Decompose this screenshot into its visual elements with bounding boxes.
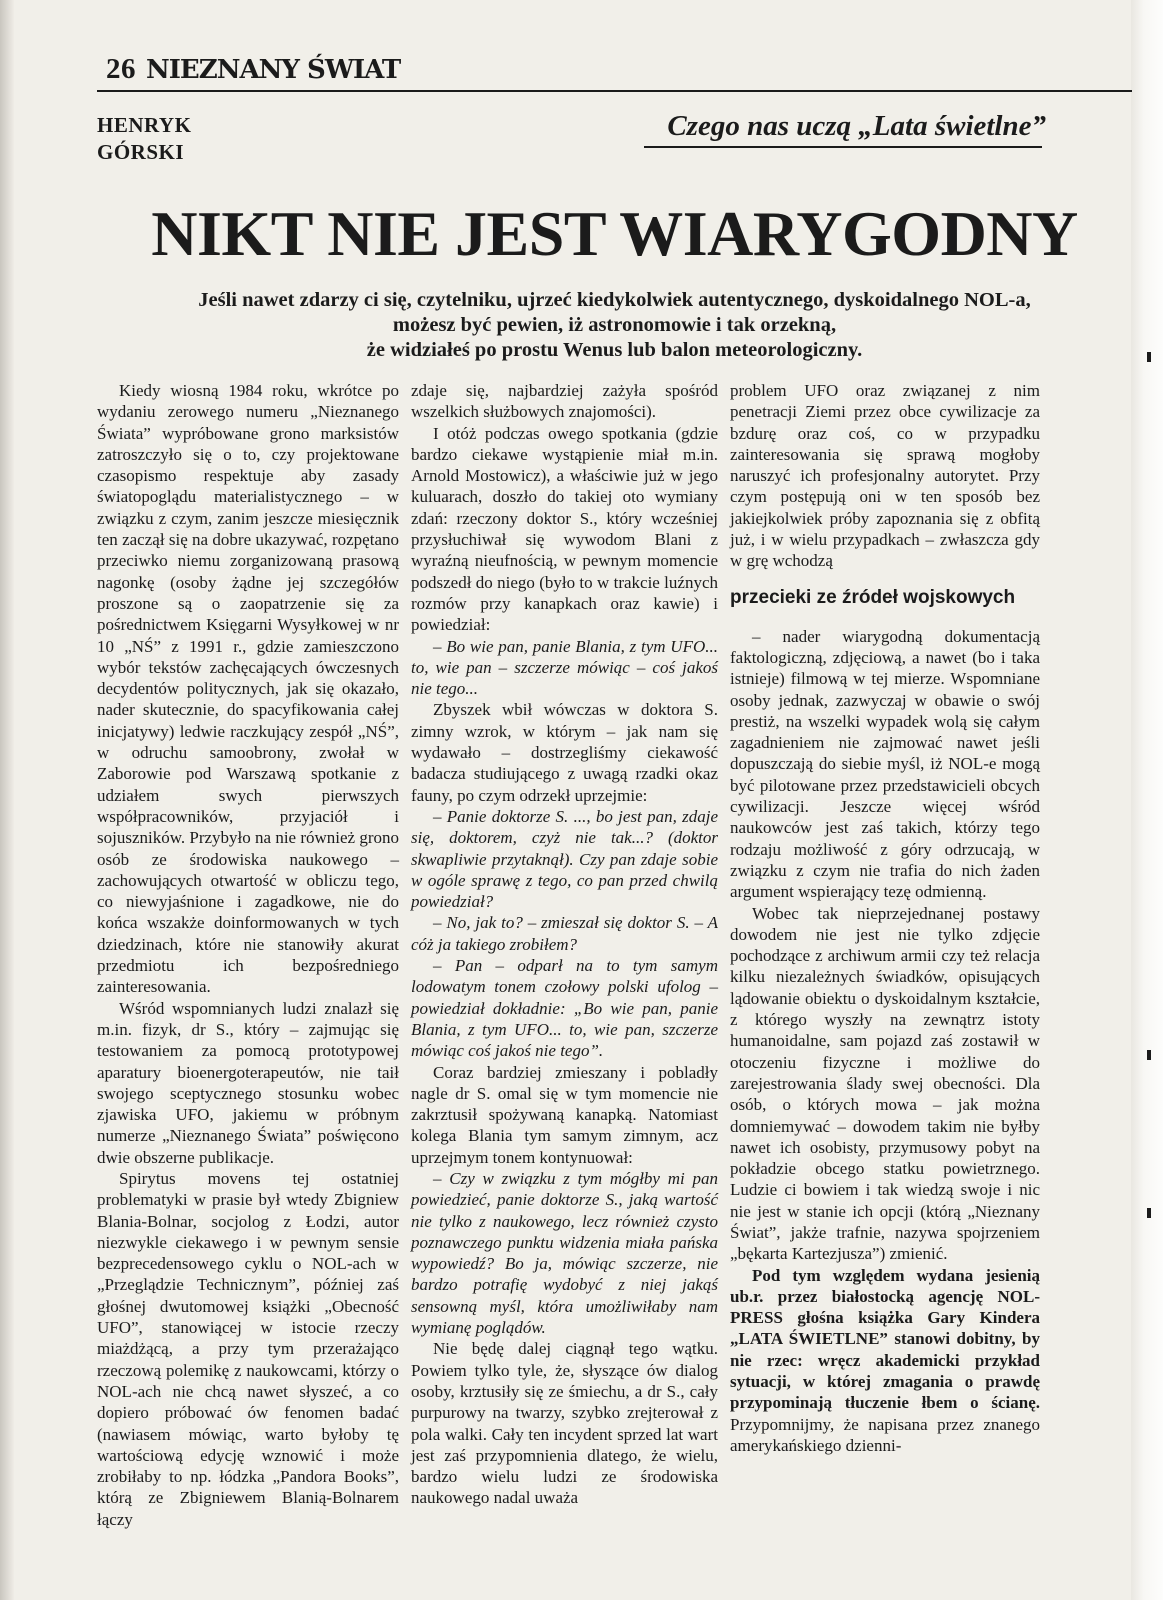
- scan-page-edge: [1131, 0, 1163, 1600]
- section-subhead: przecieki ze źródeł wojskowych: [730, 586, 1016, 608]
- lede-line: Jeśli nawet zdarzy ci się, czytelniku, ujrzeć kiedykolwiek autentycznego, dyskoidalnego NOL-a,: [198, 289, 1031, 311]
- dialogue-line: – Panie doktorze S. ..., bo jest pan, zdaje się, doktorem, czyż nie tak...? (doktor skwapliwie przytaknął). Czy pan zdaje sobie w ogóle sprawę z tego, co pan przed chwilą powiedział?: [411, 806, 718, 912]
- paragraph: problem UFO oraz związanej z nim penetracji Ziemi przez obce cywilizacje za bzdurę oraz coś, co w przypadku zainteresowania się sprawą mogłoby naruszyć ich profesjonalny autorytet. Przy czym postępują oni w ten sposób bez jakiejkolwiek próby zapoznania się z obfitą już, i w wielu przypadkach – zwłaszcza gdy w grę wchodzą: [730, 381, 1040, 571]
- lede-line: możesz być pewien, iż astronomowie i tak orzekną,: [392, 314, 837, 336]
- scan-binding-edge: [0, 0, 14, 1600]
- edge-mark: [1147, 1050, 1151, 1060]
- text-column-3: [730, 380, 1040, 1456]
- article-headline: NIKT NIE JEST WIARYGODNY: [151, 198, 1078, 269]
- paragraph: Wobec tak nieprzejednanej postawy dowodem nie jest nie tylko zdjęcie pochodzące z archiwum armii czy też relacja kilku niezależnych świadków, opisujących lądowanie obiektu o dyskoidalnym kształcie, z którego wyszły na zewnątrz istoty humanoidalne, sam pojazd zaś zostawił w otoczeniu fizyczne i możliwe do zarejestrowania ślady swej obecności. Dla osób, o których mowa – jak można domniemywać – dowodem takim nie byłby nawet ich osobisty, przymusowy pobyt na pokładzie obcego statku powietrznego. Ludzie ci bowiem i tak wiedzą swoje i nic nie jest w stanie ich opcji (którą „Nieznany Świat”, jakże trafnie, nazywa spojrzeniem „bękarta Kartezjusza”) zmienić.: [730, 903, 1040, 1264]
- paragraph: I otóż podczas owego spotkania (gdzie bardzo ciekawe wystąpienie miał m.in. Arnold Mostowicz), a właściwie już w jego kuluarach, doszło do takiej oto wymiany zdań: rzeczony doktor S., który wcześniej przysłuchiwał się wywodom Blani z wyraźną nieufnością, w pewnym momencie podszedł do niego (było to w trakcie luźnych rozmów przy kanapkach oraz kawie) i powiedział:: [411, 423, 718, 635]
- dialogue-line: – Czy w związku z tym mógłby mi pan powiedzieć, panie doktorze S., jaką wartość nie tylko z naukowego, lecz również czysto poznawczego punktu widzenia miała pańska wypowiedź? Bo ja, mówiąc szczerze, nie bardzo potrafię wydobyć z niej jakąś sensowną myśl, która umożliwiłaby nam wymianę poglądów.: [411, 1168, 718, 1338]
- rubric-underline: [644, 146, 1042, 148]
- lede-line: że widziałeś po prostu Wenus lub balon meteorologiczny.: [366, 339, 863, 361]
- running-header: [106, 52, 400, 87]
- paragraph: Coraz bardziej zmieszany i pobladły nagle dr S. omal się w tym momencie nie zakrztusił spożywaną kanapką. Natomiast kolega Blania tym samym zimnym, acz uprzejmym tonem kontynuował:: [411, 1062, 718, 1167]
- section-rubric: Czego nas uczą „Lata świetlne”: [667, 110, 1046, 142]
- author-first-name: HENRYK: [97, 113, 192, 137]
- page-number: 26: [106, 53, 136, 85]
- article-lede: [97, 288, 1132, 363]
- header-rule: [97, 90, 1132, 92]
- dialogue-line: – No, jak to? – zmieszał się doktor S. – A cóż ja takiego zrobiłem?: [411, 913, 718, 954]
- author-byline: [97, 112, 191, 166]
- paragraph: Spirytus movens tej ostatniej problematyki w prasie był wtedy Zbigniew Blania-Bolnar, socjolog z Łodzi, autor niezwykle ciekawego i w pewnym sensie bezprecedensowego cyklu o NOL-ach w „Przeglądzie Technicznym”, później zaś głośnej dwutomowej książki „Obecność UFO”, stanowiącej w istocie rzeczy miażdżącą, a przy tym przerażająco rzeczową polemikę z naukowcami, którzy o NOL-ach nie chcą nawet słyszeć, a co dopiero próbować ów fenomen badać (nawiasem mówiąc, warto byłoby tę wartościową edycję wznowić i może zrobiłaby to np. łódzka „Pandora Books”, którą ze Zbigniewem Blanią-Bolnarem łączy: [97, 1168, 399, 1529]
- edge-mark: [1147, 352, 1151, 362]
- magazine-title: NIEZNANY ŚWIAT: [146, 55, 401, 85]
- paragraph: – nader wiarygodną dokumentacją faktologiczną, zdjęciową, a nawet (bo i taka istnieje) filmową w tej mierze. Wspomniane osoby jednak, zazwyczaj w obawie o swój prestiż, na wszelki wypadek wolą się całym zagadnieniem nie zajmować nawet jeśli dopuszczają do siebie myśl, iż NOL-e mogą być pilotowane przez przedstawicieli obcych cywilizacji. Jeszcze więcej wśród naukowców jest zaś takich, którzy tego rodzaju możliwość z góry odrzucają, w związku z czym nie trafia do nich żaden argument wspierający tezę odmienną.: [730, 626, 1040, 902]
- dialogue-line: – Bo wie pan, panie Blania, z tym UFO... to, wie pan – szczerze mówiąc – coś jakoś nie tego...: [411, 636, 718, 699]
- closing-paragraph: [730, 1265, 1040, 1457]
- paragraph: Wśród wspomnianych ludzi znalazł się m.in. fizyk, dr S., który – zajmując się testowaniem za pomocą prototypowej aparatury bioenergoterapeutów, nie taił swojego sceptycznego stosunku wobec zjawiska UFO, jakiemu w próbnym numerze „Nieznanego Świata” poświęcono dwie obszerne publikacje.: [97, 998, 399, 1167]
- paragraph: Nie będę dalej ciągnął tego wątku. Powiem tylko tyle, że, słyszące ów dialog osoby, krztusiły się ze śmiechu, a dr S., cały purpurowy na twarzy, szybko zrejterował z pola walki. Cały ten incydent sprzed lat wart jest zaś przypomnienia dlatego, że wielu, bardzo wielu ludzi ze środowiska naukowego nadal uważa: [411, 1339, 718, 1508]
- text-column-2: [411, 380, 718, 1509]
- text-column-1: [97, 380, 399, 1530]
- dialogue-line: – Pan – odparł na to tym samym lodowatym tonem czołowy polski ufolog – powiedział dokładnie: „Bo wie pan, panie Blania, z tym UFO... to, wie pan, szczerze mówiąc coś jakoś nie tego”.: [411, 956, 718, 1061]
- paragraph: Kiedy wiosną 1984 roku, wkrótce po wydaniu zerowego numeru „Nieznanego Świata” wypróbowane grono marksistów zatroszczyło się o to, czy projektowane czasopismo respektuje aby zasady światopoglądu materialistycznego – w związku z czym, zanim jeszcze miesięcznik ten zaczął się na dobre ukazywać, rozpętano przeciwko niemu zorganizowaną prasową nagonkę (osoby żądne jej szczegółów proszone są o zaopatrzenie się za pośrednictwem Księgarni Wysyłkowej w nr 10 „NŚ” z 1991 r., gdzie zamieszczono wybór tekstów zachęcających ówczesnych decydentów politycznych, jak się okazało, nader skutecznie, do spacyfikowania całej inicjatywy) ledwie raczkujący zespół „NŚ”, w odruchu samoobrony, zwołał w Zaborowie pod Warszawą spotkanie z udziałem swych pierwszych współpracowników, przyjaciół i sojuszników. Przybyło na nie również grono osób ze środowiska naukowego – zachowujących otwartość w obliczu tego, co niewyjaśnione i zagadkowe, nie do końca wszakże doinformowanych w tych dziedzinach, które nie stanowiły akurat przedmiotu ich bezpośredniego zainteresowania.: [97, 381, 400, 997]
- edge-mark: [1147, 1208, 1151, 1218]
- paragraph: Zbyszek wbił wówczas w doktora S. zimny wzrok, w którym – jak nam się wydawało – dostrzegliśmy ciekawość badacza studiującego z uwagą rzadki okaz fauny, po czym odrzekł uprzejmie:: [411, 700, 718, 805]
- paragraph: zdaje się, najbardziej zażyła spośród wszelkich służbowych znajomości).: [411, 381, 718, 422]
- author-last-name: GÓRSKI: [97, 140, 185, 164]
- closing-bold-text: Pod tym względem wydana jesienią ub.r. przez białostocką agencję NOL-PRESS głośna książka Gary Kindera „LATA ŚWIETLNE” stanowi dobitny, by nie rzec: wręcz akademicki przykład sytuacji, w której zmagania o prawdę przypominają tłuczenie łbem o ścianę.: [730, 1265, 1040, 1413]
- closing-text: Przypomnijmy, że napisana przez znanego amerykańskiego dzienni-: [730, 1414, 1040, 1455]
